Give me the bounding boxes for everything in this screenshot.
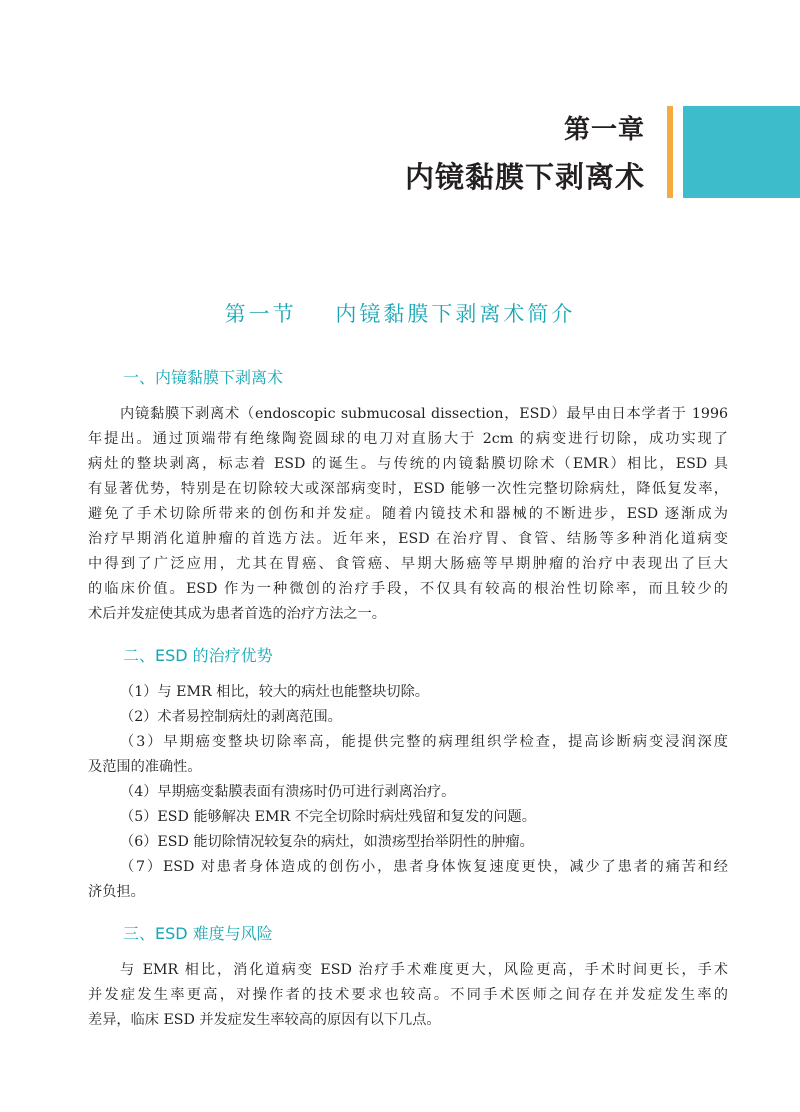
text-line: 年提出。通过顶端带有绝缘陶瓷圆球的电刀对直肠大于 2cm 的病变进行切除，成功实现了	[88, 431, 728, 447]
chapter-number: 第一章	[563, 115, 645, 145]
paragraph-part1	[88, 402, 728, 627]
text-line: 的临床价值。ESD 作为一种微创的治疗手段，不仅具有较高的根治性切除率，而且较少的	[88, 581, 728, 597]
subheading-part3: 三、ESD 难度与风险	[123, 924, 273, 943]
text-line: 与 EMR 相比，消化道病变 ESD 治疗手术难度更大，风险更高，手术时间更长，手术	[120, 962, 728, 978]
text-line: 内镜黏膜下剥离术（endoscopic submucosal dissection，ESD）最早由日本学者于 1996	[120, 406, 728, 422]
list-part2	[88, 680, 728, 905]
text-line: 病灶的整块剥离，标志着 ESD 的诞生。与传统的内镜黏膜切除术（EMR）相比，ESD 具	[88, 456, 728, 472]
subheading-part1: 一、内镜黏膜下剥离术	[123, 368, 284, 387]
subheading-part2: 二、ESD 的治疗优势	[123, 646, 273, 665]
list-item: （2）术者易控制病灶的剥离范围。	[120, 709, 342, 725]
section-title: 第一节 内镜黏膜下剥离术简介	[224, 302, 576, 326]
chapter-header	[405, 112, 645, 198]
text-line: 差异，临床 ESD 并发症发生率较高的原因有以下几点。	[88, 1012, 441, 1028]
list-item-continuation: 济负担。	[88, 884, 145, 900]
list-item-continuation: 及范围的准确性。	[88, 759, 202, 775]
chapter-accent-teal-block	[683, 106, 800, 198]
list-item: （6）ESD 能切除情况较复杂的病灶，如溃疡型抬举阴性的肿瘤。	[120, 834, 534, 850]
text-line: 有显著优势，特别是在切除较大或深部病变时，ESD 能够一次性完整切除病灶，降低复发率，	[88, 481, 728, 497]
text-line: 避免了手术切除所带来的创伤和并发症。随着内镜技术和器械的不断进步，ESD 逐渐成为	[88, 506, 728, 522]
chapter-title: 内镜黏膜下剥离术	[404, 160, 645, 194]
list-item: （7）ESD 对患者身体造成的创伤小，患者身体恢复速度更快，减少了患者的痛苦和经	[120, 859, 728, 875]
paragraph-part3	[88, 958, 728, 1033]
list-item: （3）早期癌变整块切除率高，能提供完整的病理组织学检查，提高诊断病变浸润深度	[120, 734, 728, 750]
text-line: 中得到了广泛应用，尤其在胃癌、食管癌、早期大肠癌等早期肿瘤的治疗中表现出了巨大	[88, 556, 728, 572]
list-item: （1）与 EMR 相比，较大的病灶也能整块切除。	[120, 684, 429, 700]
list-item: （4）早期癌变黏膜表面有溃疡时仍可进行剥离治疗。	[120, 784, 456, 800]
text-line: 术后并发症使其成为患者首选的治疗方法之一。	[88, 606, 386, 622]
list-item: （5）ESD 能够解决 EMR 不完全切除时病灶残留和复发的问题。	[120, 809, 536, 825]
text-line: 并发症发生率更高，对操作者的技术要求也较高。不同手术医师之间存在并发症发生率的	[88, 987, 728, 1003]
chapter-accent-orange-bar	[667, 106, 673, 198]
text-line: 治疗早期消化道肿瘤的首选方法。近年来，ESD 在治疗胃、食管、结肠等多种消化道病变	[88, 531, 728, 547]
